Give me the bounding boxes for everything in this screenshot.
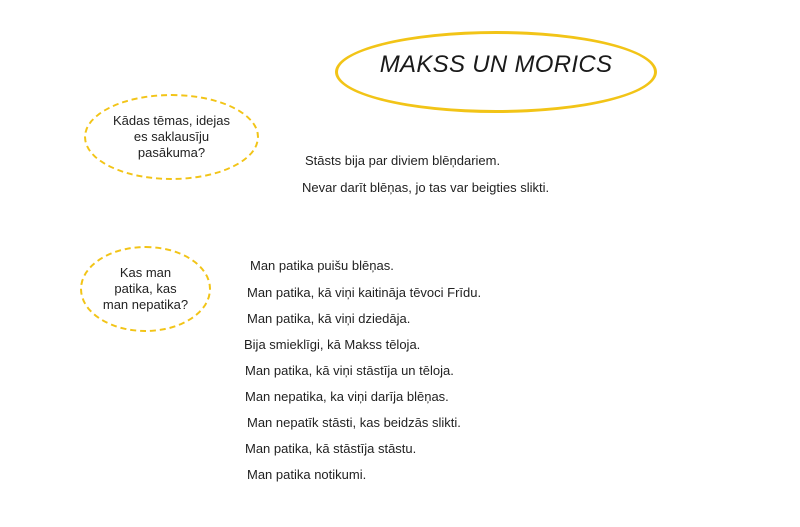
answer-line: Man patika puišu blēņas. (250, 258, 394, 273)
question-text: Kādas tēmas, idejas es saklausīju pasākuma? (112, 113, 231, 160)
answer-line: Man nepatīk stāsti, kas beidzās slikti. (247, 415, 461, 430)
answer-line: Man patika, kā viņi kaitināja tēvoci Frīdu. (247, 285, 482, 300)
question-bubble-likes (80, 246, 211, 332)
title-oval (335, 31, 657, 113)
answer-line: Man patika, kā stāstīja stāstu. (245, 441, 417, 456)
answer-line: Nevar darīt blēņas, jo tas var beigties slikti. (302, 180, 550, 195)
answer-line: Stāsts bija par diviem blēņdariem. (305, 153, 501, 168)
question-text: Kas man patika, kas man nepatika? (102, 265, 189, 312)
answer-line: Man patika, kā viņi dziedāja. (247, 311, 411, 326)
answer-line: Bija smieklīgi, kā Makss tēloja. (244, 337, 421, 352)
answer-line: Man nepatika, ka viņi darīja blēņas. (245, 389, 449, 404)
page-title: MAKSS UN MORICS (379, 51, 613, 78)
question-bubble-themes (84, 94, 259, 180)
answer-line: Man patika, kā viņi stāstīja un tēloja. (245, 363, 454, 378)
answer-line: Man patika notikumi. (247, 467, 367, 482)
